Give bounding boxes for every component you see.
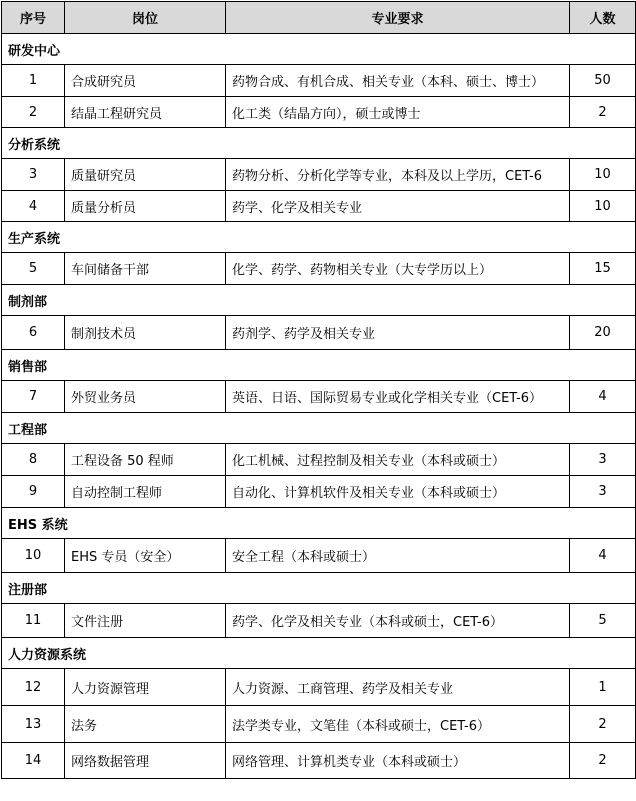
cell-position: EHS 专员（安全） [65, 539, 226, 573]
cell-position: 人力资源管理 [65, 669, 226, 706]
section-title: 研发中心 [2, 34, 636, 65]
cell-position: 质量研究员 [65, 159, 226, 191]
cell-position: 车间储备干部 [65, 253, 226, 285]
cell-requirement: 药剂学、药学及相关专业 [226, 316, 570, 350]
table-row [2, 159, 636, 191]
cell-num: 7 [2, 381, 65, 413]
table-row [2, 669, 636, 706]
section-title: 分析系统 [2, 128, 636, 159]
cell-num: 4 [2, 191, 65, 222]
cell-num: 11 [2, 604, 65, 638]
cell-count: 20 [570, 316, 636, 350]
cell-num: 14 [2, 743, 65, 779]
section-row [2, 573, 636, 604]
cell-num: 8 [2, 444, 65, 476]
section-row [2, 128, 636, 159]
cell-num: 6 [2, 316, 65, 350]
section-row [2, 222, 636, 253]
cell-num: 5 [2, 253, 65, 285]
cell-requirement: 药物分析、分析化学等专业，本科及以上学历，CET-6 [226, 159, 570, 191]
table-row [2, 743, 636, 779]
cell-count: 1 [570, 669, 636, 706]
header-position: 岗位 [65, 2, 226, 34]
cell-num: 9 [2, 476, 65, 508]
cell-count: 4 [570, 539, 636, 573]
cell-requirement: 英语、日语、国际贸易专业或化学相关专业（CET-6） [226, 381, 570, 413]
cell-requirement: 药学、化学及相关专业 [226, 191, 570, 222]
table-row [2, 65, 636, 97]
table-row [2, 476, 636, 508]
header-requirement: 专业要求 [226, 2, 570, 34]
cell-num: 10 [2, 539, 65, 573]
table-row [2, 316, 636, 350]
cell-position: 制剂技术员 [65, 316, 226, 350]
cell-num: 3 [2, 159, 65, 191]
section-title: 工程部 [2, 413, 636, 444]
cell-requirement: 药物合成、有机合成、相关专业（本科、硕士、博士） [226, 65, 570, 97]
cell-requirement: 人力资源、工商管理、药学及相关专业 [226, 669, 570, 706]
section-title: 生产系统 [2, 222, 636, 253]
table-row [2, 381, 636, 413]
cell-requirement: 自动化、计算机软件及相关专业（本科或硕士） [226, 476, 570, 508]
cell-position: 合成研究员 [65, 65, 226, 97]
section-row [2, 638, 636, 669]
cell-position: 质量分析员 [65, 191, 226, 222]
cell-count: 2 [570, 706, 636, 743]
table-row [2, 444, 636, 476]
cell-requirement: 网络管理、计算机类专业（本科或硕士） [226, 743, 570, 779]
section-title: 制剂部 [2, 285, 636, 316]
cell-count: 2 [570, 743, 636, 779]
cell-requirement: 化工类（结晶方向），硕士或博士 [226, 97, 570, 128]
table-row [2, 604, 636, 638]
cell-requirement: 法学类专业，文笔佳（本科或硕士，CET-6） [226, 706, 570, 743]
cell-num: 12 [2, 669, 65, 706]
header-count: 人数 [570, 2, 636, 34]
recruitment-table [1, 1, 636, 779]
cell-position: 文件注册 [65, 604, 226, 638]
cell-count: 10 [570, 191, 636, 222]
table-row [2, 706, 636, 743]
cell-position: 网络数据管理 [65, 743, 226, 779]
section-row [2, 350, 636, 381]
cell-requirement: 化学、药学、药物相关专业（大专学历以上） [226, 253, 570, 285]
cell-requirement: 化工机械、过程控制及相关专业（本科或硕士） [226, 444, 570, 476]
cell-position: 外贸业务员 [65, 381, 226, 413]
cell-num: 13 [2, 706, 65, 743]
cell-requirement: 药学、化学及相关专业（本科或硕士，CET-6） [226, 604, 570, 638]
cell-num: 2 [2, 97, 65, 128]
table-row [2, 97, 636, 128]
table-body [2, 34, 636, 779]
section-title: 注册部 [2, 573, 636, 604]
cell-count: 10 [570, 159, 636, 191]
cell-position: 结晶工程研究员 [65, 97, 226, 128]
section-row [2, 508, 636, 539]
cell-count: 2 [570, 97, 636, 128]
section-row [2, 34, 636, 65]
cell-position: 自动控制工程师 [65, 476, 226, 508]
header-num: 序号 [2, 2, 65, 34]
section-row [2, 413, 636, 444]
header-row [2, 2, 636, 34]
cell-count: 4 [570, 381, 636, 413]
cell-count: 5 [570, 604, 636, 638]
section-title: 销售部 [2, 350, 636, 381]
table-row [2, 191, 636, 222]
section-title: EHS 系统 [2, 508, 636, 539]
cell-count: 50 [570, 65, 636, 97]
cell-position: 法务 [65, 706, 226, 743]
cell-count: 3 [570, 476, 636, 508]
cell-count: 15 [570, 253, 636, 285]
section-row [2, 285, 636, 316]
table-row [2, 253, 636, 285]
cell-count: 3 [570, 444, 636, 476]
section-title: 人力资源系统 [2, 638, 636, 669]
table-row [2, 539, 636, 573]
cell-position: 工程设备 50 程师 [65, 444, 226, 476]
cell-num: 1 [2, 65, 65, 97]
cell-requirement: 安全工程（本科或硕士） [226, 539, 570, 573]
